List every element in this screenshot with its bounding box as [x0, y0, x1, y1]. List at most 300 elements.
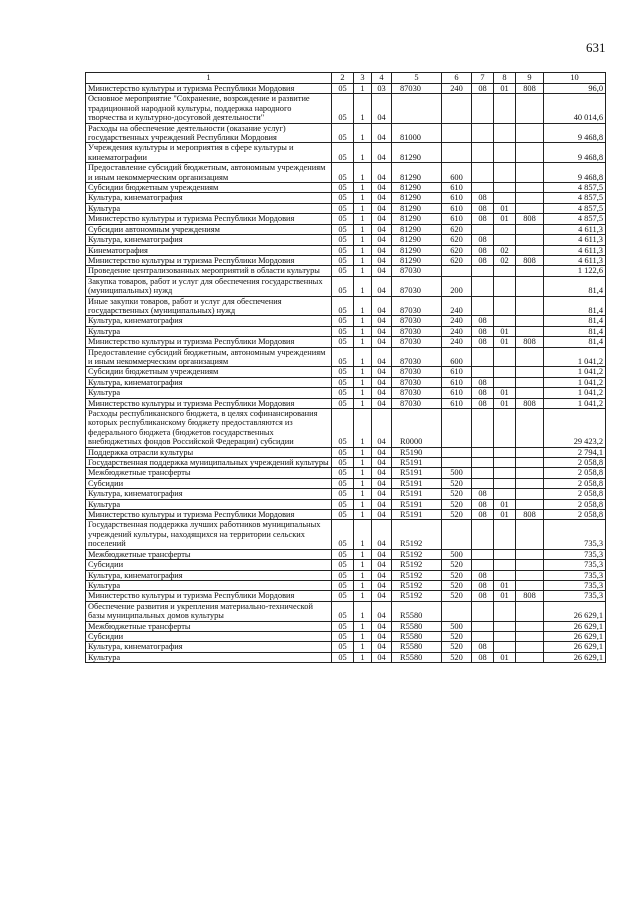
row-amount: 29 423,2 — [544, 409, 606, 448]
row-subsection — [494, 409, 516, 448]
row-direction-code: R5190 — [392, 447, 442, 457]
row-section — [472, 94, 494, 123]
row-section: 08 — [472, 255, 494, 265]
row-gp-code: 05 — [332, 367, 354, 377]
table-row — [86, 377, 606, 387]
row-gp-code: 05 — [332, 214, 354, 224]
row-ministry-code — [516, 276, 544, 296]
row-section: 08 — [472, 570, 494, 580]
row-gp-code: 05 — [332, 235, 354, 245]
budget-table — [85, 72, 606, 663]
row-description: Межбюджетные трансферты — [86, 468, 332, 478]
row-section — [472, 631, 494, 641]
row-direction-code: 81290 — [392, 214, 442, 224]
row-event-code: 04 — [372, 143, 392, 163]
row-subsection — [494, 468, 516, 478]
row-description: Межбюджетные трансферты — [86, 621, 332, 631]
row-subprogram-code: 1 — [354, 123, 372, 143]
row-event-code: 04 — [372, 398, 392, 408]
row-subprogram-code: 1 — [354, 84, 372, 94]
row-subprogram-code: 1 — [354, 337, 372, 347]
row-subsection — [494, 601, 516, 621]
row-subsection: 01 — [494, 84, 516, 94]
table-row — [86, 235, 606, 245]
row-ministry-code — [516, 489, 544, 499]
row-expense-type: 520 — [442, 652, 472, 662]
row-subsection — [494, 316, 516, 326]
row-subprogram-code: 1 — [354, 347, 372, 367]
row-description: Министерство культуры и туризма Республики Мордовия — [86, 255, 332, 265]
row-description: Культура — [86, 499, 332, 509]
row-gp-code: 05 — [332, 478, 354, 488]
row-amount: 1 041,2 — [544, 377, 606, 387]
table-row — [86, 255, 606, 265]
row-direction-code: 87030 — [392, 398, 442, 408]
row-expense-type: 520 — [442, 570, 472, 580]
row-ministry-code — [516, 580, 544, 590]
table-row — [86, 409, 606, 448]
column-header: 8 — [494, 73, 516, 84]
row-amount: 96,0 — [544, 84, 606, 94]
row-description: Культура, кинематография — [86, 489, 332, 499]
row-expense-type: 610 — [442, 388, 472, 398]
row-subsection: 02 — [494, 255, 516, 265]
table-row — [86, 468, 606, 478]
row-gp-code: 05 — [332, 631, 354, 641]
row-subsection — [494, 266, 516, 276]
row-amount: 4 611,3 — [544, 255, 606, 265]
row-amount: 2 058,8 — [544, 510, 606, 520]
row-gp-code: 05 — [332, 224, 354, 234]
row-description: Министерство культуры и туризма Республики Мордовия — [86, 510, 332, 520]
row-gp-code: 05 — [332, 377, 354, 387]
row-amount: 735,3 — [544, 570, 606, 580]
row-direction-code: 81290 — [392, 224, 442, 234]
row-direction-code: R5580 — [392, 631, 442, 641]
row-subsection — [494, 123, 516, 143]
row-description: Закупка товаров, работ и услуг для обеспечения государственных (муниципальных) нужд — [86, 276, 332, 296]
table-row — [86, 224, 606, 234]
row-section — [472, 163, 494, 183]
row-event-code: 04 — [372, 276, 392, 296]
row-description: Учреждения культуры и мероприятия в сфере культуры и кинематографии — [86, 143, 332, 163]
row-subprogram-code: 1 — [354, 621, 372, 631]
row-description: Субсидии — [86, 560, 332, 570]
row-section: 08 — [472, 580, 494, 590]
row-subprogram-code: 1 — [354, 642, 372, 652]
column-header: 9 — [516, 73, 544, 84]
row-direction-code: 87030 — [392, 347, 442, 367]
row-description: Министерство культуры и туризма Республики Мордовия — [86, 337, 332, 347]
row-direction-code: R5191 — [392, 458, 442, 468]
row-event-code: 04 — [372, 203, 392, 213]
row-amount: 2 058,8 — [544, 489, 606, 499]
row-amount: 26 629,1 — [544, 621, 606, 631]
row-subsection — [494, 631, 516, 641]
row-subsection — [494, 224, 516, 234]
row-gp-code: 05 — [332, 94, 354, 123]
row-subsection — [494, 458, 516, 468]
row-ministry-code — [516, 549, 544, 559]
row-ministry-code — [516, 458, 544, 468]
row-section — [472, 468, 494, 478]
row-description: Расходы республиканского бюджета, в целях софинансирования которых республиканскому бюджету предоставляются из федерального бюджета (бюджетов государственных внебюджетных фондов Российской Федерации) субсидии — [86, 409, 332, 448]
row-section: 08 — [472, 84, 494, 94]
row-gp-code: 05 — [332, 570, 354, 580]
row-subprogram-code: 1 — [354, 458, 372, 468]
table-row — [86, 296, 606, 316]
row-subsection — [494, 94, 516, 123]
row-expense-type: 520 — [442, 489, 472, 499]
row-event-code: 04 — [372, 193, 392, 203]
row-direction-code: 87030 — [392, 296, 442, 316]
row-ministry-code: 808 — [516, 255, 544, 265]
row-event-code: 04 — [372, 468, 392, 478]
column-header: 4 — [372, 73, 392, 84]
row-subsection — [494, 447, 516, 457]
row-direction-code: R5580 — [392, 642, 442, 652]
row-event-code: 04 — [372, 489, 392, 499]
row-gp-code: 05 — [332, 143, 354, 163]
row-ministry-code — [516, 570, 544, 580]
table-row — [86, 580, 606, 590]
row-section: 08 — [472, 337, 494, 347]
row-section — [472, 296, 494, 316]
row-direction-code: R5191 — [392, 489, 442, 499]
table-row — [86, 276, 606, 296]
row-event-code: 04 — [372, 560, 392, 570]
row-subsection: 01 — [494, 499, 516, 509]
row-description: Предоставление субсидий бюджетным, автономным учреждениям и иным некоммерческим организациям — [86, 347, 332, 367]
table-row — [86, 642, 606, 652]
row-subprogram-code: 1 — [354, 266, 372, 276]
row-subsection: 01 — [494, 652, 516, 662]
row-gp-code: 05 — [332, 296, 354, 316]
row-direction-code: 87030 — [392, 326, 442, 336]
row-direction-code: 87030 — [392, 316, 442, 326]
row-direction-code: 87030 — [392, 266, 442, 276]
row-amount: 1 041,2 — [544, 347, 606, 367]
row-direction-code: 81290 — [392, 163, 442, 183]
table-header-row — [86, 73, 606, 84]
row-event-code: 04 — [372, 549, 392, 559]
row-subprogram-code: 1 — [354, 631, 372, 641]
row-section: 08 — [472, 591, 494, 601]
row-section: 08 — [472, 203, 494, 213]
row-amount: 2 058,8 — [544, 478, 606, 488]
row-subprogram-code: 1 — [354, 591, 372, 601]
row-direction-code: R5191 — [392, 468, 442, 478]
row-expense-type — [442, 447, 472, 457]
row-ministry-code — [516, 245, 544, 255]
row-subprogram-code: 1 — [354, 549, 372, 559]
row-amount: 1 041,2 — [544, 367, 606, 377]
row-description: Субсидии бюджетным учреждениям — [86, 367, 332, 377]
row-section — [472, 447, 494, 457]
row-section: 08 — [472, 388, 494, 398]
row-description: Министерство культуры и туризма Республики Мордовия — [86, 591, 332, 601]
row-subsection — [494, 377, 516, 387]
row-gp-code: 05 — [332, 591, 354, 601]
row-section — [472, 224, 494, 234]
row-ministry-code — [516, 478, 544, 488]
row-description: Обеспечение развития и укрепления материально-технической базы муниципальных домов культуры — [86, 601, 332, 621]
row-description: Основное мероприятие "Сохранение, возрождение и развитие традиционной народной культуры, поддержка народного творчества и культурно-досуговой деятельности" — [86, 94, 332, 123]
row-amount: 9 468,8 — [544, 143, 606, 163]
row-event-code: 04 — [372, 235, 392, 245]
row-subsection — [494, 296, 516, 316]
row-direction-code: 87030 — [392, 367, 442, 377]
row-amount: 2 058,8 — [544, 468, 606, 478]
row-section: 08 — [472, 398, 494, 408]
row-direction-code: R5192 — [392, 549, 442, 559]
row-direction-code: R0000 — [392, 409, 442, 448]
row-description: Культура, кинематография — [86, 193, 332, 203]
row-ministry-code — [516, 388, 544, 398]
row-subsection — [494, 276, 516, 296]
row-event-code: 03 — [372, 84, 392, 94]
row-section — [472, 367, 494, 377]
table-row — [86, 245, 606, 255]
row-expense-type: 610 — [442, 193, 472, 203]
row-event-code: 04 — [372, 447, 392, 457]
row-amount: 9 468,8 — [544, 163, 606, 183]
row-amount: 1 041,2 — [544, 398, 606, 408]
row-section — [472, 520, 494, 549]
row-expense-type: 240 — [442, 316, 472, 326]
row-gp-code: 05 — [332, 499, 354, 509]
column-header: 10 — [544, 73, 606, 84]
row-event-code: 04 — [372, 347, 392, 367]
row-subprogram-code: 1 — [354, 388, 372, 398]
table-row — [86, 123, 606, 143]
row-event-code: 04 — [372, 591, 392, 601]
row-subsection: 01 — [494, 388, 516, 398]
table-row — [86, 631, 606, 641]
row-ministry-code — [516, 296, 544, 316]
row-section: 08 — [472, 642, 494, 652]
row-ministry-code — [516, 203, 544, 213]
table-row — [86, 163, 606, 183]
row-section — [472, 276, 494, 296]
row-ministry-code — [516, 94, 544, 123]
row-description: Культура — [86, 388, 332, 398]
table-row — [86, 601, 606, 621]
row-expense-type: 600 — [442, 163, 472, 183]
row-section — [472, 266, 494, 276]
row-amount: 9 468,8 — [544, 123, 606, 143]
row-subprogram-code: 1 — [354, 143, 372, 163]
row-section — [472, 123, 494, 143]
column-header: 6 — [442, 73, 472, 84]
row-direction-code: R5192 — [392, 580, 442, 590]
row-section — [472, 621, 494, 631]
row-subsection: 02 — [494, 245, 516, 255]
table-row — [86, 94, 606, 123]
table-row — [86, 652, 606, 662]
table-row — [86, 458, 606, 468]
row-direction-code: R5580 — [392, 601, 442, 621]
row-amount: 4 857,5 — [544, 183, 606, 193]
row-ministry-code: 808 — [516, 84, 544, 94]
row-direction-code: R5580 — [392, 621, 442, 631]
row-event-code: 04 — [372, 570, 392, 580]
row-description: Государственная поддержка лучших работников муниципальных учреждений культуры, находящихся на территории сельских поселений — [86, 520, 332, 549]
row-subsection — [494, 235, 516, 245]
row-ministry-code — [516, 499, 544, 509]
row-amount: 735,3 — [544, 549, 606, 559]
row-direction-code: 87030 — [392, 84, 442, 94]
row-direction-code: R5191 — [392, 510, 442, 520]
row-gp-code: 05 — [332, 316, 354, 326]
row-event-code: 04 — [372, 520, 392, 549]
row-subprogram-code: 1 — [354, 447, 372, 457]
row-section — [472, 601, 494, 621]
row-subsection: 01 — [494, 580, 516, 590]
row-event-code: 04 — [372, 631, 392, 641]
row-subsection — [494, 347, 516, 367]
row-ministry-code — [516, 520, 544, 549]
row-subprogram-code: 1 — [354, 235, 372, 245]
row-gp-code: 05 — [332, 652, 354, 662]
table-row — [86, 398, 606, 408]
row-section — [472, 549, 494, 559]
row-event-code: 04 — [372, 214, 392, 224]
row-ministry-code: 808 — [516, 337, 544, 347]
row-description: Межбюджетные трансферты — [86, 549, 332, 559]
row-amount: 81,4 — [544, 316, 606, 326]
row-gp-code: 05 — [332, 255, 354, 265]
row-event-code: 04 — [372, 478, 392, 488]
row-direction-code — [392, 94, 442, 123]
row-gp-code: 05 — [332, 398, 354, 408]
row-ministry-code — [516, 377, 544, 387]
row-expense-type: 610 — [442, 398, 472, 408]
row-event-code: 04 — [372, 94, 392, 123]
row-direction-code: R5192 — [392, 591, 442, 601]
row-direction-code: R5191 — [392, 499, 442, 509]
row-event-code: 04 — [372, 183, 392, 193]
row-event-code: 04 — [372, 621, 392, 631]
row-ministry-code — [516, 235, 544, 245]
table-row — [86, 560, 606, 570]
table-row — [86, 549, 606, 559]
row-description: Кинематография — [86, 245, 332, 255]
page-number: 631 — [586, 40, 606, 55]
row-description: Министерство культуры и туризма Республики Мордовия — [86, 398, 332, 408]
row-description: Культура — [86, 652, 332, 662]
row-section: 08 — [472, 214, 494, 224]
row-subprogram-code: 1 — [354, 367, 372, 377]
row-expense-type — [442, 266, 472, 276]
row-gp-code: 05 — [332, 266, 354, 276]
row-direction-code: R5580 — [392, 652, 442, 662]
row-event-code: 04 — [372, 510, 392, 520]
row-subsection — [494, 549, 516, 559]
row-subprogram-code: 1 — [354, 296, 372, 316]
row-amount: 735,3 — [544, 580, 606, 590]
row-expense-type: 620 — [442, 224, 472, 234]
row-expense-type — [442, 94, 472, 123]
row-gp-code: 05 — [332, 510, 354, 520]
row-event-code: 04 — [372, 123, 392, 143]
row-gp-code: 05 — [332, 489, 354, 499]
row-subprogram-code: 1 — [354, 580, 372, 590]
row-ministry-code — [516, 367, 544, 377]
row-amount: 4 857,5 — [544, 203, 606, 213]
row-direction-code: 81290 — [392, 193, 442, 203]
row-subprogram-code: 1 — [354, 214, 372, 224]
row-expense-type: 520 — [442, 478, 472, 488]
row-gp-code: 05 — [332, 84, 354, 94]
row-direction-code: 81290 — [392, 183, 442, 193]
row-expense-type: 600 — [442, 347, 472, 367]
row-amount: 2 058,8 — [544, 458, 606, 468]
row-subprogram-code: 1 — [354, 377, 372, 387]
row-ministry-code: 808 — [516, 398, 544, 408]
row-amount: 26 629,1 — [544, 642, 606, 652]
row-event-code: 04 — [372, 388, 392, 398]
row-expense-type: 240 — [442, 84, 472, 94]
row-expense-type: 500 — [442, 621, 472, 631]
row-ministry-code — [516, 163, 544, 183]
row-section: 08 — [472, 510, 494, 520]
row-description: Субсидии — [86, 631, 332, 641]
row-direction-code: 81000 — [392, 123, 442, 143]
row-gp-code: 05 — [332, 123, 354, 143]
row-direction-code: 81290 — [392, 203, 442, 213]
row-section: 08 — [472, 326, 494, 336]
row-amount: 2 794,1 — [544, 447, 606, 457]
row-subprogram-code: 1 — [354, 409, 372, 448]
row-event-code: 04 — [372, 266, 392, 276]
row-ministry-code — [516, 347, 544, 367]
row-gp-code: 05 — [332, 163, 354, 183]
row-section: 08 — [472, 377, 494, 387]
row-gp-code: 05 — [332, 347, 354, 367]
row-description: Культура — [86, 580, 332, 590]
row-amount: 1 041,2 — [544, 388, 606, 398]
row-section: 08 — [472, 235, 494, 245]
row-expense-type: 520 — [442, 631, 472, 641]
row-subprogram-code: 1 — [354, 163, 372, 183]
row-description: Культура — [86, 326, 332, 336]
row-gp-code: 05 — [332, 388, 354, 398]
row-amount: 2 058,8 — [544, 499, 606, 509]
row-expense-type: 610 — [442, 377, 472, 387]
row-amount: 26 629,1 — [544, 631, 606, 641]
row-subprogram-code: 1 — [354, 510, 372, 520]
row-expense-type: 240 — [442, 337, 472, 347]
row-subsection — [494, 570, 516, 580]
row-subsection — [494, 489, 516, 499]
row-subprogram-code: 1 — [354, 245, 372, 255]
row-subprogram-code: 1 — [354, 203, 372, 213]
row-amount: 4 611,3 — [544, 235, 606, 245]
row-event-code: 04 — [372, 255, 392, 265]
row-expense-type: 610 — [442, 203, 472, 213]
column-header: 2 — [332, 73, 354, 84]
table-row — [86, 478, 606, 488]
row-expense-type: 520 — [442, 499, 472, 509]
row-subsection — [494, 183, 516, 193]
row-subprogram-code: 1 — [354, 183, 372, 193]
row-amount: 81,4 — [544, 326, 606, 336]
row-description: Министерство культуры и туризма Республики Мордовия — [86, 214, 332, 224]
row-ministry-code — [516, 447, 544, 457]
row-event-code: 04 — [372, 245, 392, 255]
row-section — [472, 183, 494, 193]
